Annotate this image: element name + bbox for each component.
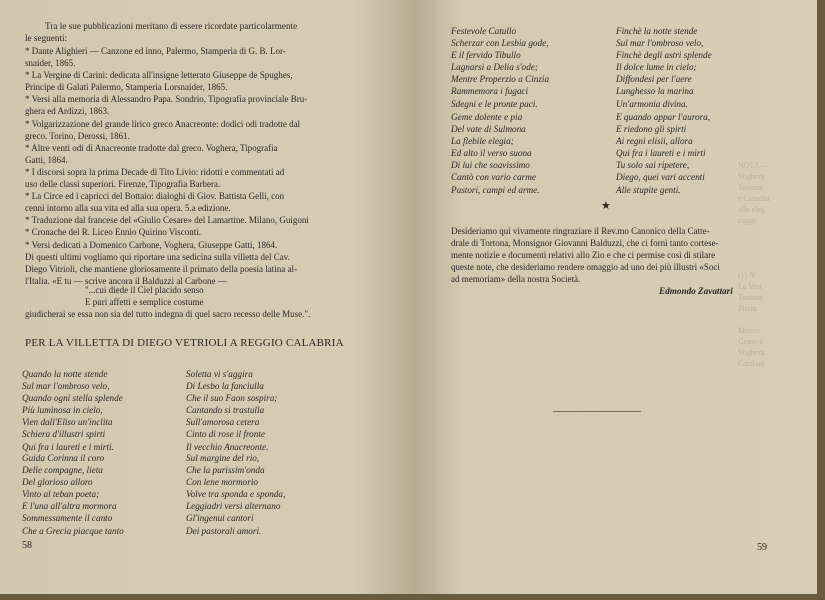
verse-line: Ed alto il verso suona bbox=[451, 148, 532, 159]
page-number-right: 59 bbox=[757, 542, 767, 553]
verse-line: Che il suo Faon sospira; bbox=[186, 393, 278, 404]
intro-line: Tra le sue pubblicazioni meritano di essere ricordate particolarmente bbox=[45, 21, 298, 31]
verse-line: Diffondesi per l'aere bbox=[616, 74, 692, 85]
bibliography-line: * Dante Alighieri — Canzone ed inno, Palermo, Stamperia di G. B. Lor- bbox=[25, 46, 286, 56]
verse-line: Geme dolente e pia bbox=[451, 112, 523, 122]
verse-line: La flebile elegia; bbox=[451, 136, 514, 147]
intro-text bbox=[25, 20, 297, 44]
quote-line: E puri affetti e semplice costume bbox=[85, 297, 204, 308]
bibliography-line: * Volgarizzazione del grande lirico greco Anacreonte: dodici odi tradotte dal bbox=[25, 118, 301, 129]
verse-line: Scherzar con Lesbia gode, bbox=[451, 38, 549, 49]
quote-block bbox=[25, 284, 310, 320]
verse-line: Vien dall'Eliso un'inclita bbox=[22, 417, 113, 428]
bibliography-line: Principe di Galati Palermo, Stamperia Lorsnaider, 1865. bbox=[25, 82, 228, 93]
verse-line: Che a Grecia piacque tanto bbox=[22, 525, 124, 536]
verse-line: Di Lesbo la fanciulla bbox=[186, 381, 264, 392]
verse-line: Volve tra sponda e sponda, bbox=[186, 489, 286, 500]
verse-line: Quando la notte stende bbox=[22, 369, 108, 379]
verse-line: Cantando si trastulla bbox=[186, 405, 265, 416]
stanza-4-right bbox=[616, 111, 710, 196]
verse-line: Soletta vi s'aggira bbox=[186, 369, 253, 379]
bibliography-line: * Versi dedicati a Domenico Carbone, Voghera, Giuseppe Gatti, 1864. bbox=[25, 239, 278, 250]
verse-line: Cinto di rose il fronte bbox=[186, 429, 265, 440]
thanks-line: mente notizie e documenti relativi allo Zio e che ci permise così di stilare bbox=[451, 250, 716, 261]
verse-line: Sull'amorosa cetera bbox=[186, 417, 260, 428]
quote-line: giudicherai se essa non sia del tutto indegna di quel sacro recesso delle Muse.". bbox=[25, 309, 311, 320]
verse-line: E il fervido Tibullo bbox=[451, 50, 521, 61]
verse-line: Leggiadri versi alternano bbox=[186, 501, 281, 512]
verse-line: Mentre Properzio a Cinzia bbox=[451, 74, 550, 85]
verse-line: Sul mar l'ombroso velo, bbox=[616, 38, 704, 49]
bibliography-line: * La Circe ed i capricci del Bottaio: dialoghi di Giov. Battista Gelli, con bbox=[25, 191, 285, 202]
paragraph-line: Di questi ultimi vogliamo qui riportare una sedicina sulla villetta del Cav. bbox=[25, 252, 290, 262]
signature: Edmondo Zavattari bbox=[659, 286, 733, 296]
verse-line: E l'una all'altra mormora bbox=[22, 501, 117, 512]
intro-paragraph bbox=[25, 251, 297, 287]
bibliography-list bbox=[25, 45, 309, 251]
verse-line: Sdegni e le pronte paci. bbox=[451, 98, 538, 109]
bibliography-line: uso delle classi superiori. Firenze, Tipografia Barbera. bbox=[25, 179, 221, 190]
verse-line: Quando ogni stella splende bbox=[22, 393, 123, 404]
verse-line: Di lui che soavissimo bbox=[451, 160, 530, 171]
verse-line: Tu solo sai ripetere, bbox=[616, 160, 690, 171]
book-edge-right bbox=[817, 0, 825, 600]
bibliography-line: * Traduzione dal francese del «Giulio Cesare» del Lamartine. Milano, Guigoni bbox=[25, 215, 309, 226]
bleed-through: (1) N La Vest Tortona Pietra Museo Genova Voghera Catalani bbox=[738, 271, 765, 368]
verse-line: Il vecchio Anacreonte. bbox=[186, 441, 269, 452]
verse-line: Ai regni elisii, allora bbox=[616, 136, 693, 147]
stanza-3-left bbox=[451, 25, 549, 110]
verse-line: Finchè la notte stende bbox=[616, 26, 698, 36]
page-number-left: 58 bbox=[22, 540, 32, 551]
verse-line: Vinto al teban poeta; bbox=[22, 489, 100, 500]
verse-line: Guida Corinna il coro bbox=[22, 453, 105, 463]
bibliography-line: * Versi alla memoria di Alessandro Papa. Sondrio, Tipografia provinciale Bru- bbox=[25, 94, 308, 105]
paragraph-line: l'Italia. «E tu — scrive ancora il Balduzzi al Carbone — bbox=[25, 276, 227, 287]
verse-line: Sul margine del rio, bbox=[186, 453, 260, 463]
verse-line: Festevole Catullo bbox=[451, 26, 517, 36]
verse-line: Delle compagne, lieta bbox=[22, 465, 103, 476]
verse-line: E quando appar l'aurora, bbox=[616, 112, 711, 122]
bibliography-line: * Altre venti odi di Anacreonte tradotte dal greco. Voghera, Tipografia bbox=[25, 142, 278, 153]
bibliography-line: Gatti, 1864. bbox=[25, 154, 68, 165]
verse-line: Diego, quei vari accenti bbox=[616, 172, 705, 183]
quote-line: "...cui diede il Ciel placido senso bbox=[85, 285, 204, 295]
thanks-line: queste note, che desideriamo rendere omaggio ad uno dei più illustri «Soci bbox=[451, 262, 720, 273]
verse-line: Un'armonia divina. bbox=[616, 98, 688, 109]
bibliography-line: greco. Torino, Derossi, 1861. bbox=[25, 130, 130, 141]
bibliography-line: cenni intorno alla sua vita ed alla sua opera. 5.a edizione. bbox=[25, 203, 231, 214]
thanks-line: ad memoriam» della nostra Società. bbox=[451, 274, 581, 285]
star-divider: ★ bbox=[601, 200, 611, 212]
stanza-1-left bbox=[22, 368, 123, 453]
verse-line: E riedono gli spirti bbox=[616, 124, 687, 135]
verse-line: Schiera d'illustri spirti bbox=[22, 429, 106, 440]
stanza-2-left bbox=[22, 452, 124, 537]
verse-line: Con lene mormorio bbox=[186, 477, 258, 488]
verse-line: Finchè degli astri splende bbox=[616, 50, 712, 61]
intro-line: le seguenti: bbox=[25, 33, 68, 44]
stanza-3-right bbox=[616, 25, 712, 110]
verse-line: Del glorioso alloro bbox=[22, 477, 93, 488]
bibliography-line: * I discorsi sopra la prima Decade di Tito Livio: ridotti e commentati ad bbox=[25, 166, 285, 177]
thanks-line: Desideriamo qui vivamente ringraziare il Rev.mo Canonico della Catte- bbox=[451, 226, 710, 236]
verse-line: Dei pastorali amori. bbox=[186, 525, 262, 536]
stanza-2-right bbox=[186, 452, 285, 537]
bibliography-line: snaider, 1865. bbox=[25, 58, 76, 69]
thanks-line: drale di Tortona, Monsignor Giovanni Balduzzi, che ci fornì tanto cortese- bbox=[451, 238, 719, 249]
paragraph-line: Diego Vitrioli, che mantiene gloriosamente il primato della poesia latina al- bbox=[25, 264, 297, 275]
verse-line: Sommessamente il canto bbox=[22, 513, 113, 524]
verse-line: Più luminosa in cielo, bbox=[22, 405, 103, 416]
verse-line: Rammemora i fugaci bbox=[451, 86, 529, 97]
bibliography-line: * La Vergine di Carini: dedicata all'insigne letterato Giuseppe de Spughes, bbox=[25, 70, 293, 81]
bibliography-line: * Cronache del R. Liceo Ennio Quirino Visconti. bbox=[25, 227, 202, 238]
verse-line: Lunghesso la marina bbox=[616, 86, 694, 97]
verse-line: Pastori, campi ed arme. bbox=[451, 184, 540, 195]
bleed-through: NOTA — Voghera Tortona e Cittadin alle eleg s'aggi bbox=[738, 161, 770, 225]
right-page bbox=[413, 0, 825, 600]
verse-line: Il dolce lume in cielo; bbox=[616, 62, 697, 73]
divider-rule bbox=[553, 411, 641, 412]
verse-line: Qui fra i laureti e i mirti. bbox=[22, 441, 114, 452]
book-edge-bottom bbox=[0, 594, 825, 600]
verse-line: Del vate di Sulmona bbox=[451, 124, 526, 135]
verse-line: Lagnarsi a Delia s'ode; bbox=[451, 62, 538, 73]
verse-line: Gl'ingenui cantori bbox=[186, 513, 254, 524]
thanks-paragraph bbox=[451, 225, 720, 285]
verse-line: Che la purissim'onda bbox=[186, 465, 265, 476]
bibliography-line: ghera ed Ardizzi, 1863. bbox=[25, 106, 110, 117]
poem-title: PER LA VILLETTA DI DIEGO VETRIOLI A REGGIO CALABRIA bbox=[25, 337, 344, 349]
verse-line: Sul mar l'ombroso velo, bbox=[22, 381, 110, 392]
verse-line: Cantò con vario carme bbox=[451, 172, 536, 183]
stanza-1-right bbox=[186, 368, 277, 453]
stanza-4-left bbox=[451, 111, 540, 196]
verse-line: Alle stupite genti. bbox=[616, 184, 681, 195]
verse-line: Qui fra i laureti e i mirti bbox=[616, 148, 706, 159]
